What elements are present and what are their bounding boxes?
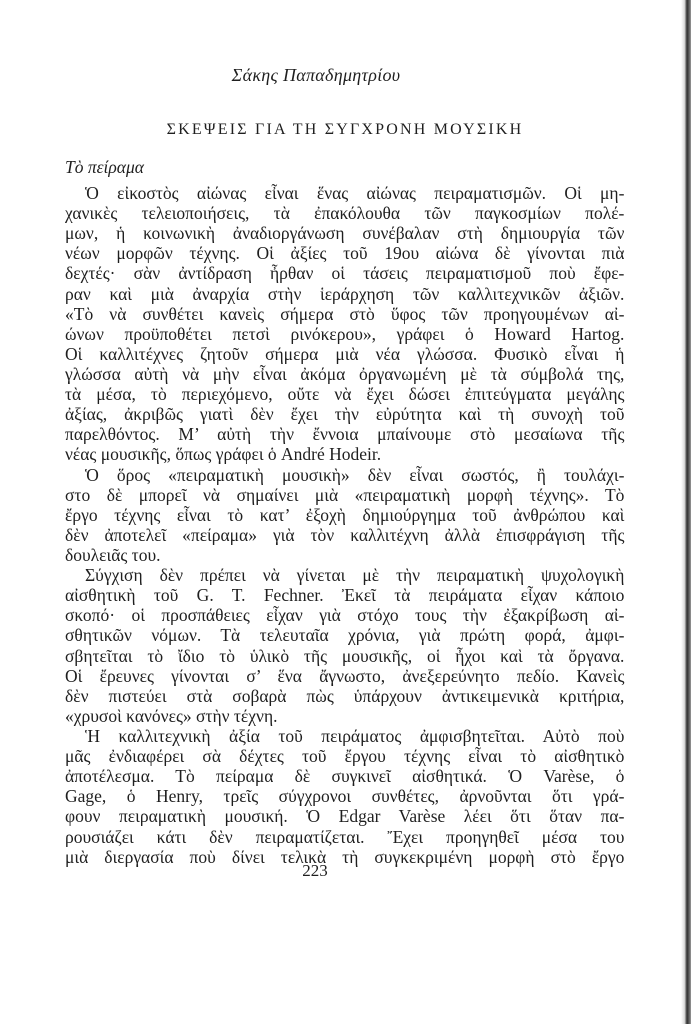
text-line: τὰ μέσα, τὸ περιεχόμενο, οὔτε νὰ ἔχει δώσει ἐπιτεύγματα μεγάλης (65, 384, 625, 405)
text-line: «χρυσοὶ κανόνες» στὴν τέχνη. (65, 705, 278, 726)
text-line: ἔργο τέχνης εἶναι τὸ κατ’ ἐξοχὴ δημιούργημα τοῦ ἀνθρώπου καὶ (65, 504, 625, 525)
running-head-author: Σάκης Παπαδημητρίου (231, 65, 401, 85)
text-line: Οἱ καλλιτέχνες ζητοῦν σήμερα μιὰ νέα γλώσσα. Φυσικὸ εἶναι ἡ (65, 343, 625, 364)
text-line: ἀποτέλεσμα. Τὸ πείραμα δὲ συγκινεῖ αἰσθητικά. Ὁ Varèse, ὁ (65, 766, 625, 787)
text-line: παρελθόντος. Μ’ αὐτὴ τὴν ἔννοια μπαίνουμε στὸ μεσαίωνα τῆς (65, 424, 625, 445)
text-line: μων, ἡ κοινωνικὴ ἀναδιοργάνωση συνέβαλαν στὴ δημιουργία τῶν (65, 223, 625, 244)
text-line: στο δὲ μπορεῖ νὰ σημαίνει μιὰ «πειραματικὴ μορφὴ τέχνης». Τὸ (65, 484, 625, 505)
text-line: σκοπό· οἱ προσπάθειες εἶχαν γιὰ στόχο τους τὴν ἐξακρίβωση αἰ- (65, 605, 625, 626)
text-line: δὲν ἀποτελεῖ «πείραμα» γιὰ τὸν καλλιτέχνη ἀλλὰ ἐπισφράγιση τῆς (65, 524, 625, 545)
text-line: αἰσθητικὴ τοῦ G. T. Fechner. Ἐκεῖ τὰ πειράματα εἶχαν κάποιο (65, 585, 625, 606)
text-line: Ὁ ὅρος «πειραματικὴ μουσικὴ» δὲν εἶναι σωστός, ἢ τουλάχι- (85, 464, 625, 485)
text-line: ώνων προϋποθέτει πετσὶ ρινόκερου», γράφει ὁ Howard Hartog. (65, 323, 625, 344)
text-line: σθητικῶν νόμων. Τὰ τελευταῖα χρόνια, γιὰ πρώτη φορά, ἀμφι- (65, 625, 625, 646)
text-line: μιὰ διεργασία ποὺ δίνει τελικὰ τὴ συγκεκριμένη μορφὴ στὸ ἔργο (65, 846, 625, 867)
paragraph (65, 465, 625, 566)
text-line: «Τὸ νὰ συνθέτει κανεὶς σήμερα στὸ ὕφος τῶν προηγουμένων αἰ- (65, 303, 625, 324)
text-line: ρουσιάζει κάτι δὲν πειραματίζεται. Ἔχει προηγηθεῖ μέσα του (65, 826, 625, 847)
text-line: νέων μορφῶν τέχνης. Οἱ ἀξίες τοῦ 19ου αἰώνα δὲ γίνονται πιὰ (65, 243, 625, 264)
text-line: σβητεῖται τὸ ἴδιο τὸ ὑλικὸ τῆς μουσικῆς, οἱ ἦχοι καὶ τὰ ὄργανα. (65, 645, 625, 666)
text-line: Οἱ ἔρευνες γίνονται σ’ ἕνα ἄγνωστο, ἀνεξερεύνητο πεδίο. Κανεὶς (65, 665, 625, 686)
scan-edge-shadow (681, 0, 691, 1024)
page-number: 223 (302, 861, 328, 880)
paragraph (65, 726, 625, 867)
text-line: χανικὲς τελειοποιήσεις, τὰ ἐπακόλουθα τῶν παγκοσμίων πολέ- (65, 203, 625, 224)
text-line: γλώσσα αὐτὴ νὰ μὴν εἶναι ἀκόμα ὀργανωμένη μὲ τὰ σύμβολά της, (65, 363, 625, 384)
section-heading: Τὸ πείραμα (65, 157, 144, 177)
text-line: Σύγχιση δὲν πρέπει νὰ γίνεται μὲ τὴν πειραματικὴ ψυχολογικὴ (85, 565, 625, 586)
paragraph (65, 183, 625, 465)
article-title: ΣΚΕΨΕΙΣ ΓΙΑ ΤΗ ΣΥΓΧΡΟΝΗ ΜΟΥΣΙΚΗ (166, 121, 524, 138)
article-body (65, 183, 625, 867)
text-line: δὲν πιστεύει στὰ σοβαρὰ πὼς ὑπάρχουν ἀντικειμενικὰ κριτήρια, (65, 685, 625, 706)
text-line: Ὁ εἰκοστὸς αἰώνας εἶναι ἕνας αἰώνας πειραματισμῶν. Οἱ μη- (85, 183, 625, 203)
text-line: δουλειᾶς του. (65, 544, 161, 565)
text-line: ραν καὶ μιὰ ἀναρχία στὴν ἱεράρχηση τῶν καλλιτεχνικῶν ἀξιῶν. (65, 283, 625, 304)
text-line: φουν πειραματικὴ μουσική. Ὁ Edgar Varèse λέει ὅτι ὅταν πα- (65, 806, 625, 827)
paragraph (65, 565, 625, 726)
text-line: ἀξίας, ἀκριβῶς γιατὶ δὲν ἔχει τὴν εὐρύτητα καὶ τὴ συνοχὴ τοῦ (65, 404, 625, 425)
text-line: νέας μουσικῆς, ὅπως γράφει ὁ André Hodeir. (65, 444, 382, 465)
text-line: δεχτές· σὰν ἀντίδραση ἦρθαν οἱ τάσεις πειραματισμοῦ ποὺ ἔφε- (65, 263, 625, 284)
text-line: Gage, ὁ Henry, τρεῖς σύγχρονοι συνθέτες, ἀρνοῦνται ὅτι γρά- (65, 786, 625, 807)
text-line: μᾶς ἐνδιαφέρει σὰ δέχτες τοῦ ἔργου τέχνης εἶναι τὸ αἰσθητικὸ (65, 746, 625, 767)
text-line: Ἡ καλλιτεχνικὴ ἀξία τοῦ πειράματος ἀμφισβητεῖται. Αὐτὸ ποὺ (85, 725, 625, 746)
